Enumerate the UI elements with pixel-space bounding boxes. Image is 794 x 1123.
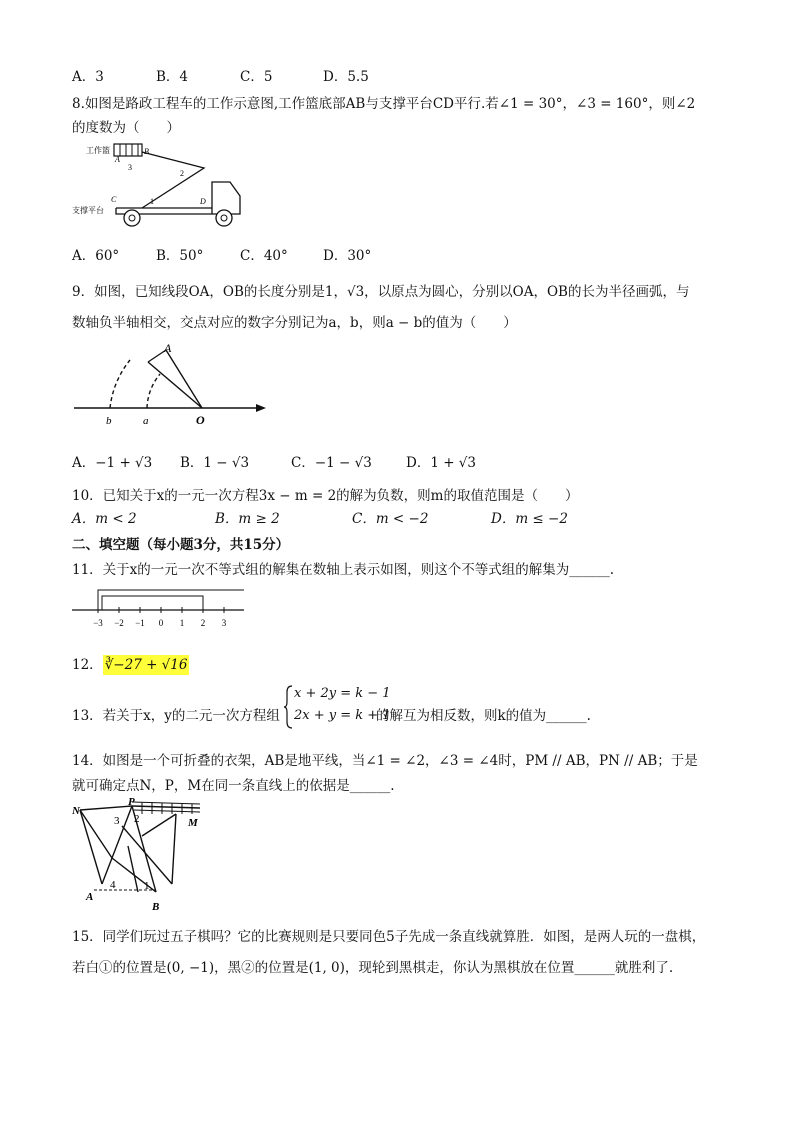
q14-stem-line2: 就可确定点N，P，M在同一条直线上的依据是______. [72,778,395,794]
q8-wheel-rear [124,210,140,226]
q15-stem-line1: 15．同学们玩过五子棋吗？它的比赛规则是只要同色5子先成一条直线就算胜．如图，是两人玩的一盘棋， [72,929,706,945]
q8-option-c: C．40° [240,248,288,264]
q9-arc-inner [147,374,160,408]
q8-label-d: D [200,197,206,206]
q13-equation-2: 2x + y = k + 1 [294,708,391,723]
q8-truck-body [116,182,240,214]
q7-option-d: D．5.5 [323,69,369,85]
q14-rack-figure [72,796,212,914]
q14-line-np [80,806,132,810]
q7-option-c: C．5 [240,69,273,85]
q14-label-a: A [86,891,94,903]
q14-label-p: P [128,796,135,808]
q8-option-b: B．50° [156,248,204,264]
q9-option-d: D．1 + √3 [406,455,476,471]
q14-label-4: 4 [110,879,116,891]
q11-stem: 11．关于x的一元一次不等式组的解集在数轴上表示如图，则这个不等式组的解集为______. [72,562,615,578]
q8-label-3: 3 [128,163,132,172]
q7-option-b: B．4 [156,69,189,85]
q12-expression: ∛−27 + √16 [104,657,188,673]
q9-arc-outer [110,360,130,408]
q8-stem-line2: 的度数为（ ） [72,120,180,136]
q11-tick-label: −3 [93,618,103,628]
q14-rack-legs [80,806,176,892]
q8-label-2: 2 [180,169,184,178]
q9-label-a: a [143,415,149,427]
q9-label-a-point: A [164,341,172,355]
q8-option-a: A．60° [72,248,120,264]
q11-tick-label: 3 [221,618,227,628]
q11-tick-label: −1 [135,618,145,628]
q9-numberline-figure [72,338,272,430]
q14-label-m: M [188,817,198,829]
q9-option-b: B．1 − √3 [180,455,250,471]
q8-label-platform: 支撑平台 [72,206,104,215]
q11-numberline-figure [72,580,252,632]
q13-stem-post: 的解互为相反数，则k的值为______. [376,708,591,724]
q9-label-b: b [106,415,112,427]
q12-number: 12． [72,657,103,673]
section-fill-in-title: 二、填空题（每小题3分，共15分） [72,537,290,553]
q8-wheel-front [216,210,232,226]
q13-stem-pre: 13．若关于x，y的二元一次方程组 [72,708,280,724]
q14-label-2: 2 [134,813,140,825]
q8-label-1: 1 [150,197,154,206]
q9-option-c: C．−1 − √3 [291,455,372,471]
q14-label-b: B [152,901,160,913]
q14-label-3: 3 [114,815,120,827]
q9-segment-ob [148,362,202,408]
q8-label-a: A [115,155,120,164]
q9-axis-arrow [256,404,266,412]
q11-tick-label: 0 [158,618,164,628]
q8-truck-figure [72,138,252,230]
q14-stem-line1: 14．如图是一个可折叠的衣架，AB是地平线，当∠1 = ∠2，∠3 = ∠4时，PM // AB，PN // AB；于是 [72,753,698,769]
q7-option-a: A．3 [72,69,104,85]
q11-tick-label: −2 [114,618,124,628]
q8-option-d: D．30° [323,248,372,264]
q9-option-a: A．−1 + √3 [72,455,153,471]
q13-brace [284,684,294,730]
q14-label-1: 1 [144,880,150,892]
q10-option-a: A．m < 2 [72,511,137,527]
q13-equation-1: x + 2y = k − 1 [294,686,391,701]
q11-ray-right [102,596,203,610]
q11-ray-left [98,590,244,610]
q8-label-c: C [111,195,117,204]
q12 [72,653,189,673]
q14-label-n: N [72,805,80,817]
q9-stem-line2: 数轴负半轴相交，交点对应的数字分别记为a，b，则a − b的值为（ ） [72,315,517,331]
q11-tick-label: 2 [200,618,206,628]
q10-option-c: C．m < −2 [352,511,429,527]
q9-segment-oa [166,350,202,408]
q10-option-b: B．m ≥ 2 [215,511,280,527]
q8-stem-line1: 8.如图是路政工程车的工作示意图,工作篮底部AB与支撑平台CD平行.若∠1 = 30°，∠3 = 160°，则∠2 [72,96,696,112]
q8-label-b: B [144,147,149,156]
q15-stem-line2: 若白①的位置是(0, −1)，黑②的位置是(1, 0)，现轮到黑棋走，你认为黑棋放在位置______就胜利了. [72,960,674,976]
q9-label-origin: O [196,413,205,427]
q11-tick-label: 1 [179,618,185,628]
q10-option-d: D．m ≤ −2 [491,511,568,527]
q9-stem-line1: 9．如图，已知线段OA，OB的长度分别是1，√3，以原点为圆心，分别以OA，OB的长为半径画弧，与 [72,284,690,300]
q8-label-basket: 工作篮 [86,146,110,155]
q10-stem: 10．已知关于x的一元一次方程3x − m = 2的解为负数，则m的取值范围是（ ） [72,488,579,504]
